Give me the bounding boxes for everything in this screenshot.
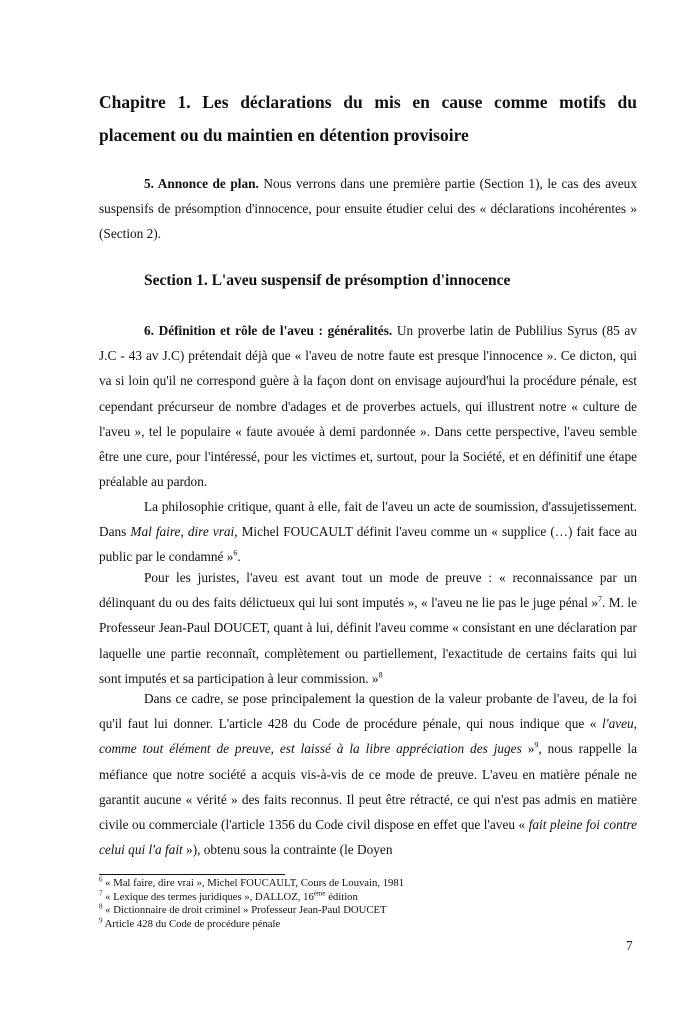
footnotes <box>99 877 637 931</box>
paragraph-8-text-a: Pour les juristes, l'aveu est avant tout un mode de preuve : « reconnaissance par un délinquant du ou des faits délictueux qui lui sont imputés », « l'aveu ne lie pas le juge pénal » <box>99 570 637 611</box>
paragraph-8 <box>99 565 637 691</box>
footnote-text-end: édition <box>325 890 358 903</box>
footnote-number: 8 <box>99 902 103 911</box>
paragraph-9-text-b: » <box>521 741 535 757</box>
footnote-ref-8[interactable]: 8 <box>378 670 383 680</box>
paragraph-6-lead: 6. Définition et rôle de l'aveu : généralités. <box>144 323 393 338</box>
footnote-edition-suffix: ème <box>313 888 326 897</box>
footnote-number: 9 <box>99 915 103 924</box>
footnote-number: 7 <box>99 888 103 897</box>
footnote-ref-7[interactable]: 7 <box>598 594 603 604</box>
chapter-title-line-1: Chapitre 1. Les déclarations du mis en cause comme motifs du <box>99 92 637 112</box>
paragraph-9-text-d: »), obtenu sous la contrainte (le Doyen <box>182 842 393 858</box>
paragraph-9-text-a: Dans ce cadre, se pose principalement la question de la valeur probante de l'aveu, de la foi qu'il faut lui donner. L'article 428 du Code de procédure pénale, qui nous indique que « <box>99 691 637 732</box>
footnote-9 <box>99 915 637 932</box>
paragraph-9-italic-a: l'aveu, comme tout élément de preuve, est laissé à la libre appréciation des juges <box>99 716 637 757</box>
paragraph-5 <box>99 171 637 247</box>
paragraph-7-end: . <box>237 549 241 565</box>
footnote-separator <box>99 874 285 875</box>
chapter-title-line-2: placement ou du maintien en détention provisoire <box>99 125 469 145</box>
footnote-ref-9[interactable]: 9 <box>534 740 539 750</box>
paragraph-9 <box>99 686 637 862</box>
paragraph-7-text-b: , Michel FOUCAULT définit l'aveu comme un « supplice (…) fait face au public par le condamné » <box>99 524 638 565</box>
paragraph-9-italic-b: fait pleine foi contre celui qui l'a fait <box>99 817 637 858</box>
footnote-text: « Mal faire, dire vrai », Michel FOUCAULT, Cours de Louvain, 1981 <box>102 877 405 889</box>
footnote-6 <box>99 877 637 891</box>
paragraph-8-text-b: . M. le Professeur Jean-Paul DOUCET, quant à lui, définit l'aveu comme « consistant en une déclaration par laquelle une partie reconnaît, complètement ou partiellement, l'exactitude de certains faits qui lui sont imputés et sa participation à leur commission. » <box>99 595 637 686</box>
paragraph-5-lead: 5. Annonce de plan. <box>144 176 259 191</box>
page-number: 7 <box>626 938 633 953</box>
footnote-8 <box>99 904 637 918</box>
paragraph-7 <box>99 494 637 570</box>
footnote-7 <box>99 888 637 905</box>
section-title: Section 1. L'aveu suspensif de présomption d'innocence <box>144 272 511 289</box>
paragraph-7-italic: Mal faire, dire vrai <box>130 524 235 540</box>
paragraph-7-text-a: La philosophie critique, quant à elle, fait de l'aveu un acte de soumission, d'assujetissement. Dans <box>99 499 637 540</box>
paragraph-6-text: Un proverbe latin de Publilius Syrus (85 av J.C - 43 av J.C) prétendait déjà que « l'aveu de notre faute est presque l'innocence ». Ce dicton, qui va si loin qu'il ne correspond guère à la façon dont on envisage aujourd'hui la procédure pénale, est cependant précurseur de nombre d'adages et de proverbes actuels, qui illustrent notre « culture de l'aveu », tel le populaire « faute avouée à demi pardonnée ». Dans cette perspective, l'aveu semble être une cure, pour l'intéressé, pour les victimes et, surtout, pour la Société, et en définitif une étape préalable au pardon. <box>99 323 637 490</box>
paragraph-5-text: Nous verrons dans une première partie (Section 1), le cas des aveux suspensifs de présomption d'innocence, pour ensuite étudier celui des « déclarations incohérentes » (Section 2). <box>99 176 637 242</box>
paragraph-9-text-c: , nous rappelle la méfiance que notre société a acquis vis-à-vis de ce mode de preuve. L'aveu en matière pénale ne garantit aucune « vérité » des faits reconnus. Il peut être rétracté, ce qui n'est pas admis en matière civile ou commerciale (l'article 1356 du Code civil dispose en effet que l'aveu « <box>99 741 637 833</box>
chapter-title <box>99 86 637 152</box>
footnote-ref-6[interactable]: 6 <box>233 548 238 558</box>
footnote-text: « Dictionnaire de droit criminel » Professeur Jean-Paul DOUCET <box>102 904 387 916</box>
footnote-text: « Lexique des termes juridiques », DALLOZ, 16 <box>102 890 314 903</box>
paragraph-6 <box>99 318 637 494</box>
footnote-text: Article 428 du Code de procédure pénale <box>102 917 281 930</box>
footnote-number: 6 <box>99 875 103 884</box>
